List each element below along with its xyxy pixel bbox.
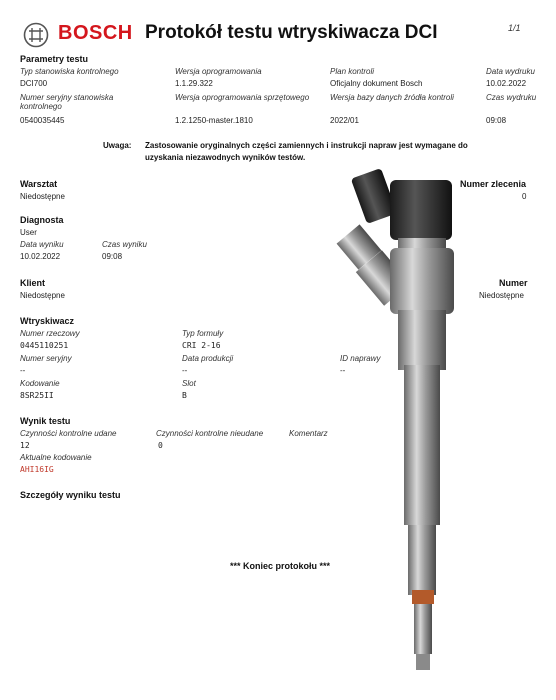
param-value: DCI700: [20, 79, 48, 88]
repair-id-value: --: [340, 366, 346, 375]
workshop-value: Niedostępne: [20, 192, 65, 201]
diagnosis-user: User: [20, 228, 37, 237]
section-heading-details: Szczegóły wyniku testu: [20, 490, 121, 500]
param-value: 1.2.1250-master.1810: [175, 116, 253, 125]
order-number-value: 0: [522, 192, 527, 201]
part-number-label: Numer rzeczowy: [20, 329, 80, 338]
serial-number-value: --: [20, 366, 26, 375]
repair-id-label: ID naprawy: [340, 354, 381, 363]
injector-photo: [330, 160, 490, 700]
coding-value: 8SR25II: [20, 391, 54, 400]
param-value: 09:08: [486, 116, 507, 125]
param-value: 0540035445: [20, 116, 65, 125]
result-time-value: 09:08: [102, 252, 123, 261]
param-label: Numer seryjny stanowiska: [20, 93, 114, 102]
brand-name: BOSCH: [58, 22, 133, 44]
warning-label: Uwaga:: [103, 141, 132, 150]
comment-label: Komentarz: [289, 429, 328, 438]
section-heading-injector: Wtryskiwacz: [20, 316, 75, 326]
coding-label: Kodowanie: [20, 379, 60, 388]
param-label: Czas wydruku: [486, 93, 537, 102]
formula-type-value: CRI 2-16: [182, 341, 221, 350]
end-of-report: *** Koniec protokołu ***: [230, 561, 331, 571]
part-number-value: 0445110251: [20, 341, 69, 350]
warning-text-line1: Zastosowanie oryginalnych części zamiennych i instrukcji napraw jest wymagane do: [145, 141, 468, 150]
param-label: Wersja oprogramowania: [175, 67, 262, 76]
current-coding-value: AHI16IG: [20, 465, 54, 474]
result-date-value: 10.02.2022: [20, 252, 61, 261]
client-number-label: Numer: [499, 278, 528, 288]
param-value: Oficjalny dokument Bosch: [330, 79, 423, 88]
param-value: 1.1.29.322: [175, 79, 213, 88]
production-date-value: --: [182, 366, 188, 375]
formula-type-label: Typ formuły: [182, 329, 224, 338]
page-title: Protokół testu wtryskiwacza DCI: [145, 22, 438, 43]
param-label: Typ stanowiska kontrolnego: [20, 67, 119, 76]
param-label: Wersja oprogramowania sprzętowego: [175, 93, 310, 102]
result-date-label: Data wyniku: [20, 240, 64, 249]
param-label: kontrolnego: [20, 102, 62, 111]
checks-failed-label: Czynności kontrolne nieudane: [156, 429, 264, 438]
param-label: Wersja bazy danych źródła kontroli: [330, 93, 454, 102]
param-value: 10.02.2022: [486, 79, 527, 88]
page-number: 1/1: [508, 23, 521, 33]
order-number-label: Numer zlecenia: [460, 179, 527, 189]
current-coding-label: Aktualne kodowanie: [20, 453, 92, 462]
result-time-label: Czas wyniku: [102, 240, 147, 249]
checks-failed-value: 0: [158, 441, 163, 450]
section-heading-params: Parametry testu: [20, 54, 89, 64]
slot-value: B: [182, 391, 187, 400]
production-date-label: Data produkcji: [182, 354, 234, 363]
warning-text-line2: uzyskania niezawodnych wyników testów.: [145, 153, 306, 162]
client-number-value: Niedostępne: [479, 291, 524, 300]
param-value: 2022/01: [330, 116, 359, 125]
bosch-logo-icon: [23, 22, 49, 48]
client-value: Niedostępne: [20, 291, 65, 300]
section-heading-diagnosis: Diagnosta: [20, 215, 64, 225]
param-label: Data wydruku: [486, 67, 535, 76]
section-heading-client: Klient: [20, 278, 46, 288]
slot-label: Slot: [182, 379, 196, 388]
serial-number-label: Numer seryjny: [20, 354, 72, 363]
section-heading-result: Wynik testu: [20, 416, 71, 426]
checks-passed-value: 12: [20, 441, 30, 450]
section-heading-workshop: Warsztat: [20, 179, 58, 189]
param-label: Plan kontroli: [330, 67, 375, 76]
checks-passed-label: Czynności kontrolne udane: [20, 429, 117, 438]
